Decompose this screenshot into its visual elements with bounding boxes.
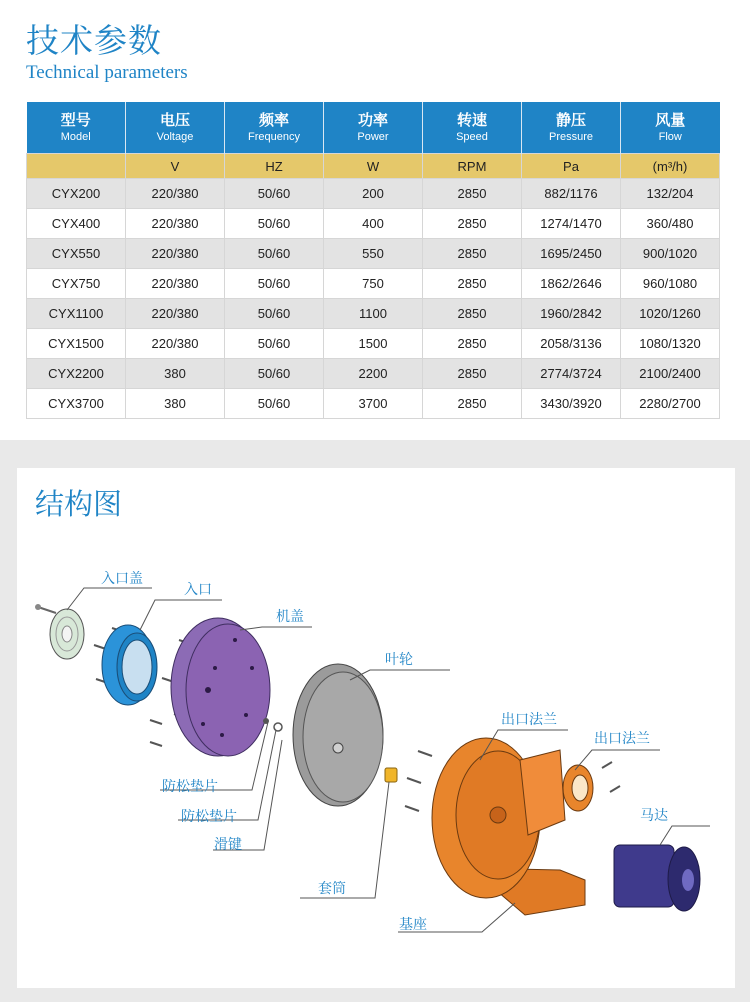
label-inlet: 入口 (184, 582, 212, 598)
table-cell: 2850 (423, 209, 522, 239)
section-title-en: Technical parameters (26, 62, 188, 83)
unit-cell: V (126, 154, 225, 179)
label-base: 基座 (399, 917, 427, 933)
table-cell: 220/380 (126, 299, 225, 329)
label-inlet-cover: 入口盖 (101, 571, 143, 587)
table-cell: CYX200 (27, 179, 126, 209)
table-cell: 1100 (324, 299, 423, 329)
bolt-set-base (405, 751, 432, 811)
label-washer-2: 防松垫片 (181, 809, 237, 825)
table-row (27, 209, 720, 239)
outlet-flange-part (563, 765, 593, 811)
table-cell: 750 (324, 269, 423, 299)
label-key: 滑键 (214, 837, 242, 853)
table-cell: CYX550 (27, 239, 126, 269)
table-row (27, 269, 720, 299)
technical-parameters-table (26, 102, 720, 419)
table-row (27, 179, 720, 209)
table-row (27, 239, 720, 269)
unit-cell (27, 154, 126, 179)
table-cell: CYX750 (27, 269, 126, 299)
table-cell: 50/60 (225, 269, 324, 299)
table-cell: 50/60 (225, 209, 324, 239)
table-cell: 3700 (324, 389, 423, 419)
table-cell: 2850 (423, 389, 522, 419)
column-header-model: 型号 Model (27, 102, 126, 154)
table-cell: 2774/3724 (522, 359, 621, 389)
table-row (27, 329, 720, 359)
table-cell: 882/1176 (522, 179, 621, 209)
table-cell: 1500 (324, 329, 423, 359)
table-cell: 50/60 (225, 359, 324, 389)
table-cell: 2850 (423, 179, 522, 209)
inlet-cover-part (50, 609, 84, 659)
table-cell: 3430/3920 (522, 389, 621, 419)
label-sleeve: 套筒 (318, 881, 346, 897)
table-header-row (27, 102, 720, 154)
unit-cell: RPM (423, 154, 522, 179)
table-cell: 2100/2400 (621, 359, 720, 389)
table-cell: 220/380 (126, 269, 225, 299)
table-cell: 400 (324, 209, 423, 239)
unit-cell: W (324, 154, 423, 179)
label-outlet-flange-1: 出口法兰 (501, 712, 557, 728)
table-cell: CYX1500 (27, 329, 126, 359)
column-header-power: 功率 Power (324, 102, 423, 154)
units-row (27, 154, 720, 179)
table-cell: 50/60 (225, 299, 324, 329)
inlet-part (102, 625, 157, 705)
table-cell: 550 (324, 239, 423, 269)
column-header-pressure: 静压 Pressure (522, 102, 621, 154)
table-cell: 380 (126, 359, 225, 389)
table-cell: 2850 (423, 359, 522, 389)
table-cell: 50/60 (225, 329, 324, 359)
unit-cell: (m³/h) (621, 154, 720, 179)
housing-cover-part (171, 618, 270, 756)
exploded-view-diagram (17, 468, 735, 988)
column-header-flow: 风量 Flow (621, 102, 720, 154)
unit-cell: Pa (522, 154, 621, 179)
screw-icon (35, 604, 56, 613)
table-cell: CYX400 (27, 209, 126, 239)
label-housing-cover: 机盖 (276, 609, 304, 625)
table-cell: 2850 (423, 239, 522, 269)
table-cell: 200 (324, 179, 423, 209)
table-row (27, 389, 720, 419)
table-cell: 360/480 (621, 209, 720, 239)
table-cell: 2058/3136 (522, 329, 621, 359)
unit-cell: HZ (225, 154, 324, 179)
table-cell: 2280/2700 (621, 389, 720, 419)
label-impeller: 叶轮 (385, 652, 413, 668)
table-row (27, 299, 720, 329)
label-motor: 马达 (640, 808, 668, 824)
table-cell: 50/60 (225, 179, 324, 209)
table-cell: 1960/2842 (522, 299, 621, 329)
table-cell: 2850 (423, 269, 522, 299)
label-washer-1: 防松垫片 (162, 779, 218, 795)
table-row (27, 359, 720, 389)
table-cell: CYX2200 (27, 359, 126, 389)
table-cell: CYX1100 (27, 299, 126, 329)
base-part (432, 738, 585, 915)
table-cell: 220/380 (126, 179, 225, 209)
table-cell: 1080/1320 (621, 329, 720, 359)
column-header-frequency: 频率 Frequency (225, 102, 324, 154)
motor-part (614, 845, 700, 911)
table-cell: 2850 (423, 329, 522, 359)
table-cell: 380 (126, 389, 225, 419)
table-cell: 132/204 (621, 179, 720, 209)
table-cell: 1695/2450 (522, 239, 621, 269)
table-cell: 960/1080 (621, 269, 720, 299)
table-cell: 1862/2646 (522, 269, 621, 299)
label-outlet-flange-2: 出口法兰 (594, 731, 650, 747)
table-cell: 1274/1470 (522, 209, 621, 239)
bolt-set-outlet (602, 762, 620, 792)
section-title-cn: 技术参数 (26, 21, 162, 60)
impeller-part (293, 664, 383, 806)
table-cell: CYX3700 (27, 389, 126, 419)
structure-title: 结构图 (35, 487, 123, 521)
table-cell: 50/60 (225, 239, 324, 269)
table-cell: 1020/1260 (621, 299, 720, 329)
table-cell: 220/380 (126, 209, 225, 239)
table-cell: 2200 (324, 359, 423, 389)
table-cell: 50/60 (225, 389, 324, 419)
column-header-speed: 转速 Speed (423, 102, 522, 154)
table-cell: 900/1020 (621, 239, 720, 269)
table-cell: 220/380 (126, 239, 225, 269)
table-cell: 2850 (423, 299, 522, 329)
sleeve-part (385, 768, 397, 782)
column-header-voltage: 电压 Voltage (126, 102, 225, 154)
table-cell: 220/380 (126, 329, 225, 359)
